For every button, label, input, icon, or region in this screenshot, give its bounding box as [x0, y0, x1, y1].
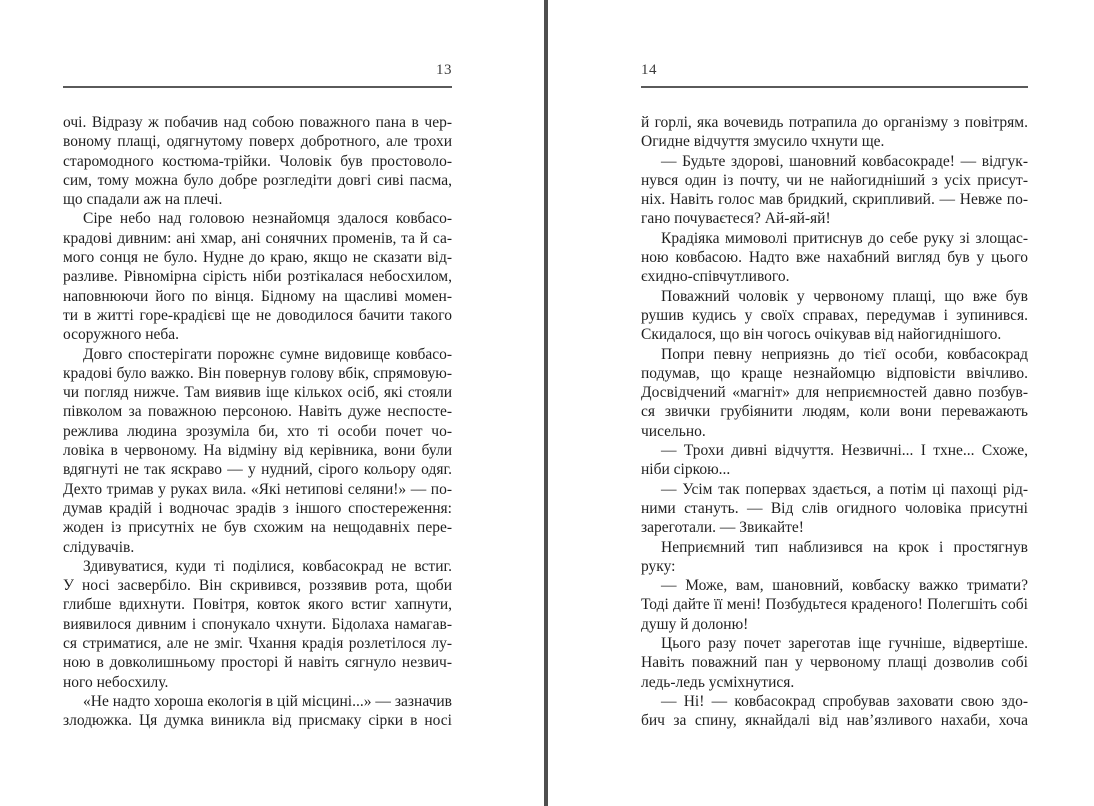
text-line: жоден із присутніх не був схожим на нещодавніх пере- — [63, 519, 452, 537]
text-line: Скидалося, що він чогось очікував від найогиднішого. — [641, 326, 1002, 344]
page-number: 13 — [436, 62, 452, 78]
text-line: Досвідчений «магніт» для неприємностей давно позбув- — [641, 384, 1028, 402]
text-line: — Ні! — ковбасокрад спробував заховати свою здо- — [661, 692, 1028, 710]
text-line: Дехто тримав у руках вила. «Які нетипові селяни!» — по- — [63, 480, 452, 498]
text-line: Тоді дайте її мені! Позбудьтеся краденого! Полегшіть собі — [641, 596, 1028, 614]
text-line: руку: — [641, 557, 676, 575]
text-line: вдягнуті не так яскраво — у нудний, сірого кольору одяг. — [63, 461, 452, 479]
text-line: ною ковбасою. Надто вже нахабний вигляд був у цього — [641, 249, 1028, 267]
text-line: ніх. Навіть голос мав бридкий, скрипливий. — Невже по- — [641, 191, 1028, 209]
text-line: рушив кудись у своїх справах, передумав і зупинився. — [641, 306, 1028, 324]
text-line: ледь-ледь усміхнутися. — [641, 673, 795, 691]
text-line: нувся один із почту, чи не найогидніший з усіх присут- — [641, 171, 1028, 189]
text-line: слідувачів. — [63, 538, 135, 556]
text-line: Здивуватися, куди ті поділися, ковбасокрад не встиг. — [83, 557, 452, 575]
text-line: разливе. Рівномірна сірість ніби розтікалася небосхилом, — [63, 268, 452, 286]
text-line: старомодного костюма-трійки. Чоловік був простоволо- — [63, 152, 452, 170]
text-line: зареготали. — Звикайте! — [641, 519, 804, 537]
page-text — [641, 113, 1028, 731]
page-text — [63, 113, 452, 731]
text-line: — Трохи дивні відчуття. Незвичні... І тхне... Схоже, — [661, 442, 1028, 460]
text-line: Неприємний тип наблизився на крок і простягнув — [661, 538, 1028, 556]
text-line: — Будьте здорові, шановний ковбасокраде! — відгук- — [661, 152, 1028, 170]
text-line: Поважний чоловік у червоному плащі, що вже був — [661, 287, 1028, 305]
right-page — [641, 0, 1028, 806]
text-line: виявилося дивним і спонукало чхнути. Бідолаха намагав- — [63, 615, 452, 633]
text-line: Крадіяка мимоволі притиснув до себе руку зі злощас- — [661, 229, 1028, 247]
text-line: чи погляд нижче. Там виявив іще кількох осіб, які стояли — [63, 384, 452, 402]
text-line: ною в довколишньому просторі й навіть сягнуло незвич- — [63, 654, 452, 672]
text-line: чисельно. — [641, 422, 706, 440]
text-line: ніби сіркою... — [641, 461, 731, 479]
text-line: подумав, що краще незнайомцю відповісти ввічливо. — [641, 364, 1028, 382]
text-line: режлива людина зрозуміла би, хто ті особи почет чо- — [63, 422, 452, 440]
text-line: ся звички грубіянити людям, коли вони переважають — [641, 403, 1028, 421]
text-line: ловіка в червоному. На відміну від керівника, вони були — [63, 442, 452, 460]
text-line: злодюжка. Ця думка виникла від присмаку сірки в носі — [63, 712, 452, 730]
text-line: «Не надто хороша екологія в цій місцині...» — зазначив — [83, 692, 452, 710]
text-line: що спадали аж на плечі. — [63, 191, 223, 209]
text-line: У носі засвербіло. Він скривився, роззявив рота, щоби — [63, 577, 452, 595]
text-line: Огидне відчуття змусило чхнути ще. — [641, 133, 885, 151]
text-line: півколом за поважною персоною. Навіть дуже неспосте- — [63, 403, 452, 421]
text-line: єхидно-співчутливого. — [641, 268, 790, 286]
text-line: наповнюючи його по вінця. Бідному на щасливі момен- — [63, 287, 452, 305]
page-gutter-divider — [544, 0, 548, 806]
left-page — [63, 0, 452, 806]
text-line: очі. Відразу ж побачив над собою поважного пана в чер- — [63, 114, 452, 131]
text-line: ного небосхилу. — [63, 673, 169, 691]
text-line: Довго спостерігати порожнє сумне видовище ковбасо- — [83, 345, 452, 363]
text-line: й горлі, яка вочевидь потрапила до організму з повітрям. — [641, 114, 1028, 131]
text-line: Навіть поважний пан у червоному плащі дозволив собі — [641, 654, 1028, 672]
text-line: Сіре небо над головою незнайомця здалося ковбасо- — [83, 210, 452, 228]
text-line: гано почуваєтеся? Ай-яй-яй! — [641, 210, 831, 228]
header-rule — [641, 86, 1028, 88]
text-line: бич за спину, якнайдалі від нав’язливого нахаби, хоча — [641, 712, 1028, 730]
text-line: Цього разу почет зареготав іще гучніше, відвертіше. — [661, 635, 1028, 653]
text-line: думав крадій і водночас зрадів з іншого спостереження: — [63, 499, 452, 517]
text-line: крадові було важко. Він повернув голову вбік, спрямовую- — [63, 364, 452, 382]
text-line: крадові дивним: ані хмар, ані сонячних променів, та й са- — [63, 229, 452, 247]
page-number: 14 — [641, 62, 657, 78]
text-line: ти в житті горе-крадієві ще не доводилося бачити такого — [63, 306, 452, 324]
text-line: Попри певну неприязнь до тієї особи, ковбасокрад — [661, 345, 1028, 363]
text-line: душу й долоню! — [641, 615, 749, 633]
text-line: — Може, вам, шановний, ковбаску важко тримати? — [661, 577, 1028, 595]
text-line: глибше вдихнути. Повітря, ковток якого встиг хапнути, — [63, 596, 452, 614]
text-line: мого сонця не було. Нудне до краю, якщо не сказати від- — [63, 249, 452, 267]
text-line: воному плащі, одягнутому поверх добротного, але трохи — [63, 133, 452, 151]
text-line: ними стануть. — Від слів огидного чоловіка присутні — [641, 499, 1028, 517]
header-rule — [63, 86, 452, 88]
text-line: сим, тому можна було добре розгледіти довгі сиві пасма, — [63, 171, 452, 189]
text-line: ся стриматися, але не зміг. Чхання крадія розлетілося лу- — [63, 635, 452, 653]
text-line: — Усім так попервах здається, а потім ці пахощі рід- — [661, 480, 1028, 498]
text-line: осоружного неба. — [63, 326, 180, 344]
